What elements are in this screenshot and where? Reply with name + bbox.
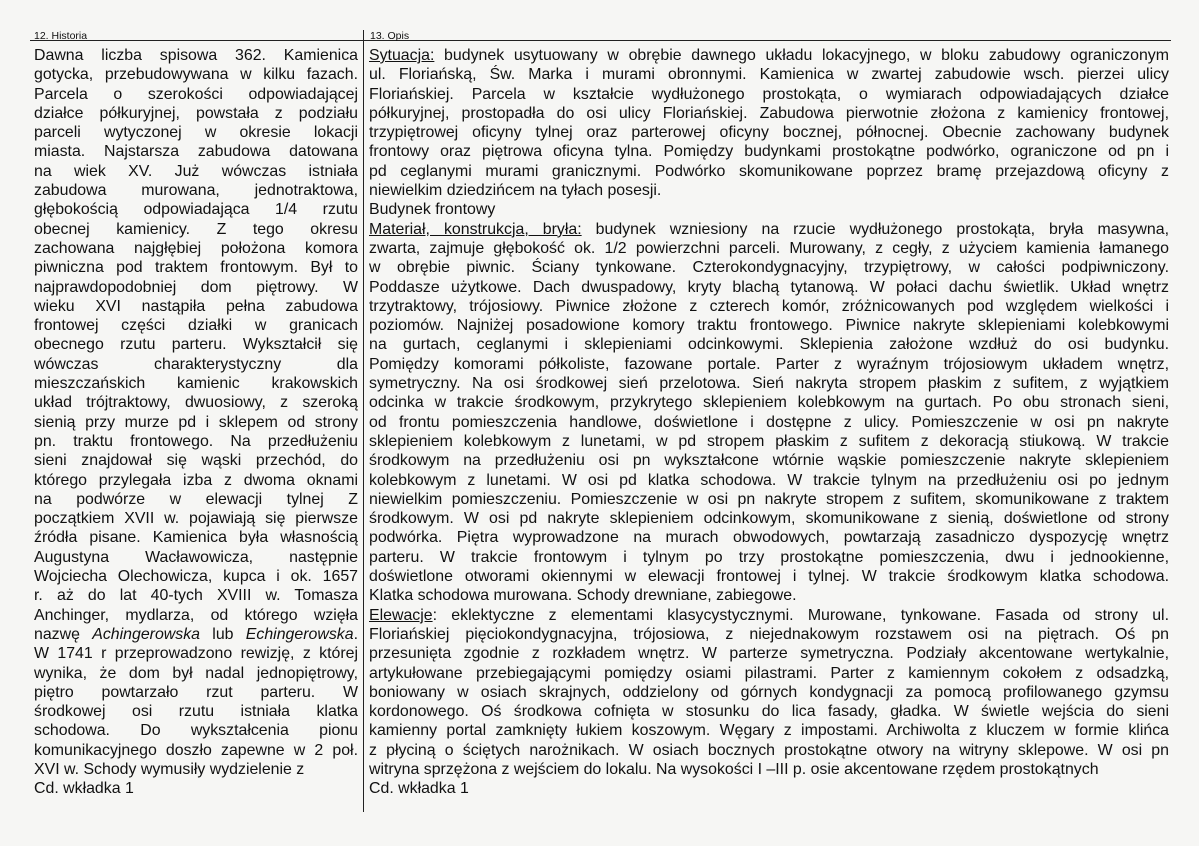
- text-line: piętro powtarzało rzut parteru. W: [34, 683, 358, 701]
- text-line: W 1741 r przeprowadzono rewizję, z której: [34, 645, 358, 663]
- text-line: kamienny portal zamknięty łukiem koszowym. Węgary z impostami. Archiwolta z kluczem w formie klińca: [369, 722, 1169, 740]
- history-text-part-1: [34, 46, 358, 625]
- text-line: na gurtach, ceglanymi i sklepieniami odcinkowymi. Sklepienia założone wzdłuż do osi budynku.: [369, 336, 1169, 354]
- description-footer: Cd. wkładka 1: [369, 780, 469, 798]
- text-line: na wiek XV. Już wówczas istniała: [34, 162, 358, 180]
- text-line: środkowym. W osi pd nakryte sklepieniem odcinkowym, skomunikowane z sienią, doświetlone od strony: [369, 510, 1169, 528]
- text-line: boniowany w osiach skrajnych, oddzielony od górnych kondygnacji za pomocą profilowanego gzymsu: [369, 683, 1169, 701]
- sytuacja-text: [369, 65, 1169, 200]
- text-line: Dawna liczba spisowa 362. Kamienica: [34, 47, 358, 64]
- history-footer: Cd. wkładka 1: [34, 780, 134, 798]
- text-line: miasta. Najstarsza zabudowa datowana: [34, 143, 358, 161]
- text-line: w obrębie piwnic. Ściany tynkowane. Czterokondygnacyjny, trzypiętrowy, w całości podpiwniczony.: [369, 259, 1169, 277]
- text-line: artykułowane przebiegającymi pomiędzy osiami pilastrami. Parter z kamiennym cokołem z odsadzką,: [369, 664, 1169, 682]
- text-line: zachowana najgłębiej położona komora: [34, 239, 358, 257]
- text-line: r. aż do lat 40-tych XVIII w. Tomasza: [34, 587, 358, 605]
- text-line: zwarta, zajmuje głębokość ok. 1/2 powierzchni parceli. Murowany, z cegły, z użyciem kamienia łamanego: [369, 239, 1169, 257]
- section-header-description: 13. Opis: [370, 30, 410, 42]
- material-label: Materiał, konstrukcja, bryła:: [369, 220, 582, 238]
- text-line: podwórka. Piętra wyprowadzone na murach obwodowych, powtarzają zasadniczo dyspozycję wnętrz: [369, 529, 1169, 547]
- text-line: symetryczny. Na osi środkowej sień przelotowa. Sień nakryta stropem płaskim z sufitem, z wyjątkiem: [369, 375, 1169, 393]
- text-line: Parcela o szerokości odpowiadającej: [34, 85, 358, 103]
- text-line: początkiem XVII w. pojawiają się pierwsze: [34, 510, 358, 528]
- column-divider: [363, 30, 364, 812]
- elewacje-text: [369, 625, 1169, 779]
- text-line: schodowa. Do wykształcenia pionu: [34, 722, 358, 740]
- history-column: [34, 46, 358, 799]
- header-rule: [30, 40, 1171, 41]
- text-line: Augustyna Wacławowicza, następnie: [34, 548, 358, 566]
- text-line: obecnej kamienicy. Z tego okresu: [34, 220, 358, 238]
- text-line: Klatka schodowa murowana. Schody drewniane, zabiegowe.: [369, 587, 797, 605]
- text-line: komunikacyjnego doszło zapewne w 2 poł.: [34, 741, 358, 759]
- text-line: głębokością odpowiadająca 1/4 rzutu: [34, 201, 358, 219]
- elewacje-label: Elewacje: [369, 606, 433, 624]
- history-text-part-2: [34, 644, 358, 779]
- text-line: doświetlone otworami okiennymi w elewacji frontowej i tylnej. W trakcie środkowym klatka schodowa.: [369, 568, 1169, 586]
- text-line: przesunięta zgodnie z rozkładem wnętrz. W parterze symetryczna. Podziały akcentowane wertykalnie,: [369, 645, 1169, 663]
- description-column: [369, 46, 1169, 799]
- text-line: niewielkim dziedzińcem na tyłach posesji.: [369, 182, 662, 200]
- text-line: od frontu pomieszczenia handlowe, doświetlone i dostępne z ulicy. Pomieszczenie w osi pn nakryte: [369, 413, 1169, 431]
- text-line: mieszczańskich kamienic krakowskich: [34, 375, 358, 393]
- text-line: źródła pisane. Kamienica była własnością: [34, 529, 358, 547]
- text-line: zabudowa murowana, jednotraktowa,: [34, 182, 358, 200]
- text-line: którego przylegała izba z dwoma oknami: [34, 471, 358, 489]
- text-line: Floriańskiej. Parcela w kształcie wydłużonego prostokąta, o wymiarach odpowiadających działce: [369, 85, 1169, 103]
- material-text: [369, 239, 1169, 606]
- text-line: wieku XVI nastąpiła pełna zabudowa: [34, 297, 358, 315]
- material-first-line: Materiał, konstrukcja, bryła: budynek wzniesiony na rzucie wydłużonego prostokąta, bryła masywna,: [369, 220, 1169, 238]
- text-line: trzypiętrowej oficyny tylnej oraz parterowej oficyny bocznej, północnej. Obecnie zachowany budynek: [369, 124, 1169, 142]
- text-line: sklepieniem kolebkowym z lunetami, w pd stropem płaskim z sufitem z dekoracją stiukową. W trakcie: [369, 432, 1169, 450]
- name-achingerowska: Achingerowska: [92, 625, 200, 643]
- text-line: Pomiędzy komorami półkoliste, fazowane portale. Parter z wyraźnym trójosiowym układem wnętrz,: [369, 355, 1169, 373]
- text-line: sieni znajdował się wąski przechód, do: [34, 452, 358, 470]
- sytuacja-first-line: Sytuacja: budynek usytuowany w obrębie dawnego układu lokacyjnego, w bloku zabudowy ograniczonym: [369, 47, 1169, 64]
- text-line: najprawdopodobniej dom piętrowy. W: [34, 278, 358, 296]
- elewacje-first-line: Elewacje: eklektyczne z elementami klasycystycznymi. Murowane, tynkowane. Fasada od strony ul.: [369, 606, 1169, 624]
- text-line: z płyciną o ściętych narożnikach. W osiach bocznych prostokątne otwory na witryny sklepowe. W osi pn: [369, 741, 1169, 759]
- text-line: ul. Floriańską, Św. Marka i murami obronnymi. Kamienica w zwartej zabudowie wsch. pierzei ulicy: [369, 66, 1169, 84]
- text-line: Poddasze użytkowe. Dach dwuspadowy, kryty blachą tytanową. W połaci dachu świetlik. Układ wnętrz: [369, 278, 1169, 296]
- text-line: piwniczna pod traktem frontowym. Był to: [34, 259, 358, 277]
- text-line: niewielkim pomieszczeniu. Pomieszczenie w osi pn nakryte stropem z sufitem, skomunikowane z traktem: [369, 490, 1169, 508]
- text-line: środkowym na przedłużeniu osi pn wykształcone wtórnie wąskie pomieszczenie nakryte sklepieniem: [369, 452, 1169, 470]
- text-line: pn. traktu frontowego. Na przedłużeniu: [34, 432, 358, 450]
- text-line: trzytraktowy, trójosiowy. Piwnice złożone z czterech komór, zróżnicowanych pod względem wielkości i: [369, 297, 1169, 315]
- text-line: obecnego rzutu parteru. Wykształcił się: [34, 336, 358, 354]
- name-echingerowska: Echingerowska: [245, 625, 354, 643]
- text-line: odcinka w trakcie środkowym, przykrytego sklepieniem kolebkowym na gurtach. Po obu stronach sieni,: [369, 394, 1169, 412]
- text-line: frontowej części działki w granicach: [34, 317, 358, 335]
- text-line: XVI w. Schody wymusiły wydzielenie z: [34, 760, 305, 778]
- text-line: pd ceglanymi murami granicznymi. Podwórko skomunikowane poprzez bramę przejazdową oficyny z: [369, 162, 1169, 180]
- text-line: półkuryjnej, prostopadła do osi ulicy Floriańskiej. Zabudowa pierwotnie złożona z kamienicy frontowej,: [369, 104, 1169, 122]
- text-line: wynika, że dom był nadal jednopiętrowy,: [34, 664, 358, 682]
- budynek-frontowy-heading: Budynek frontowy: [369, 201, 496, 219]
- text-line: środkowej osi rzutu istniała klatka: [34, 703, 358, 721]
- text-line: witryna sprzężona z wejściem do lokalu. Na wysokości I –III p. osie akcentowane rzędem prostokątnych: [369, 760, 1099, 778]
- text-line: sienią przy murze pd i sklepem od strony: [34, 413, 358, 431]
- text-line: kolebkowym z lunetami. W osi pd klatka schodowa. W trakcie tylnym na przedłużeniu osi po jednym: [369, 471, 1169, 489]
- text-line: na podwórze w elewacji tylnej Z: [34, 490, 358, 508]
- text-line: frontowy oraz piętrowa oficyna tylna. Pomiędzy budynkami prostokątne podwórko, ograniczone od pn i: [369, 143, 1169, 161]
- text-line: Floriańskiej pięciokondygnacyjna, trójosiowa, z niejednakowym rozstawem osi na piętrach. Oś pn: [369, 625, 1169, 643]
- text-line: parceli wytyczonej w okresie lokacji: [34, 124, 358, 142]
- text-line: poziomów. Najniżej posadowione komory traktu frontowego. Piwnice nakryte sklepieniami kolebkowymi: [369, 317, 1169, 335]
- history-name-line: nazwę Achingerowska lub Echingerowska.: [34, 625, 358, 643]
- text-line: parteru. W trakcie frontowym i tylnym po trzy prostokątne pomieszczenia, dwu i jednookienne,: [369, 548, 1169, 566]
- text-line: kordonowego. Oś środkowa cofnięta w stosunku do lica fasady, gładka. W świetle wejścia do sieni: [369, 703, 1169, 721]
- section-header-history: 12. Historia: [34, 30, 88, 42]
- text-line: Anchinger, mydlarza, od którego wzięła: [34, 606, 358, 624]
- text-line: gotycka, przebudowywana w kilku fazach.: [34, 66, 358, 84]
- text-line: działce półkuryjnej, powstała z podziału: [34, 104, 358, 122]
- text-line: wówczas charakterystyczny dla: [34, 355, 358, 373]
- sytuacja-label: Sytuacja:: [369, 47, 435, 64]
- text-line: układ trójtraktowy, dwuosiowy, z szeroką: [34, 394, 358, 412]
- text-line: Wojciecha Olechowicza, kupca i ok. 1657: [34, 568, 358, 586]
